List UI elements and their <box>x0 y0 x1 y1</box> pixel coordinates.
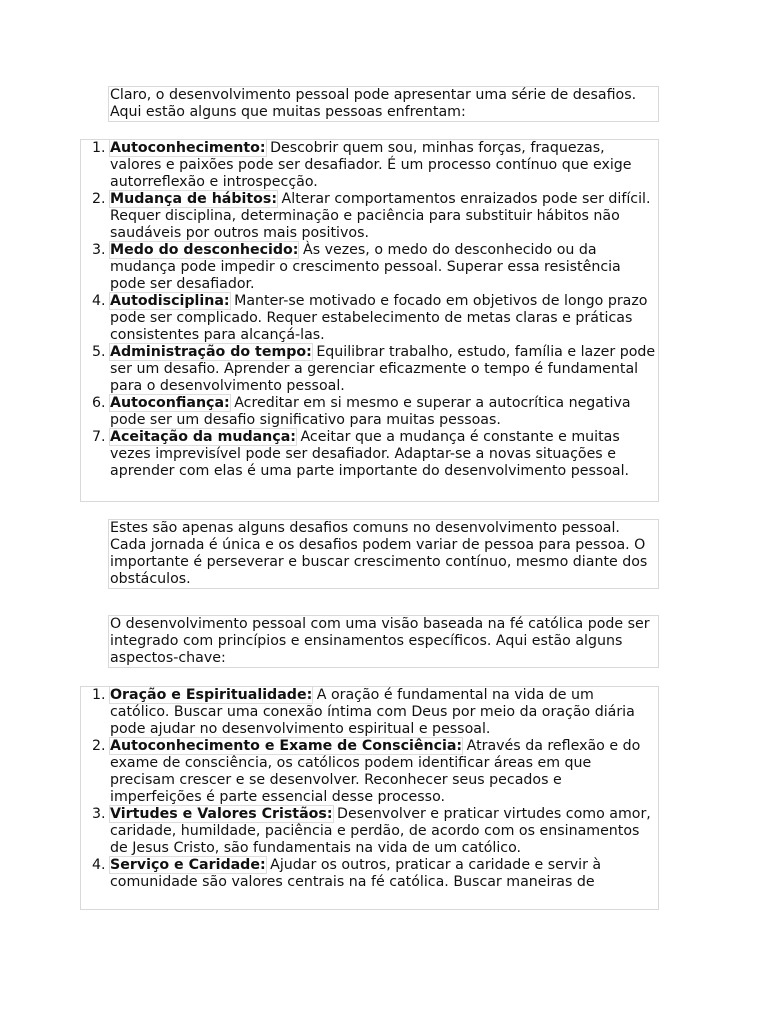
list-item-term: Virtudes e Valores Cristãos: <box>110 806 333 822</box>
list-item-term: Serviço e Caridade: <box>110 857 266 873</box>
list-item-term: Autodisciplina: <box>110 293 230 309</box>
challenges-list <box>81 140 658 480</box>
list-item-text: Às vezes, o medo do desconhecido ou da mudança pode impedir o crescimento pessoal. Superar essa resistência pode ser desafiador. <box>110 242 621 292</box>
closing-paragraph <box>108 519 659 589</box>
list-item-term: Medo do desconhecido: <box>110 242 299 258</box>
list-item-term: Autoconhecimento: <box>110 140 266 156</box>
list-item-text: Equilibrar trabalho, estudo, família e lazer pode ser um desafio. Aprender a gerenciar eficazmente o tempo é fundamental para o desenvolvimento pessoal. <box>110 344 656 394</box>
list-item-text: Manter-se motivado e focado em objetivos de longo prazo pode ser complicado. Requer estabelecimento de metas claras e práticas consistentes para alcançá-las. <box>110 293 648 343</box>
list-item <box>110 242 656 293</box>
list-item-term: Aceitação da mudança: <box>110 429 296 445</box>
faith-aspects-list-box <box>80 686 659 910</box>
list-item-text: Desenvolver e praticar virtudes como amor, caridade, humildade, paciência e perdão, de acordo com os ensinamentos de Jesus Cristo, são fundamentais na vida de um católico. <box>110 806 651 856</box>
list-item-text: Através da reflexão e do exame de consciência, os católicos podem identificar áreas em que precisam crescer e se desenvolver. Reconhecer seus pecados e imperfeições é parte essencial desse processo. <box>110 738 641 805</box>
faith-intro-text: O desenvolvimento pessoal com uma visão baseada na fé católica pode ser integrado com princípios e ensinamentos específicos. Aqui estão alguns aspectos-chave: <box>110 616 650 666</box>
faith-intro-paragraph <box>108 615 659 668</box>
list-item <box>110 857 656 891</box>
list-item <box>110 395 656 429</box>
list-item-term: Autoconhecimento e Exame de Consciência: <box>110 738 463 754</box>
list-item <box>110 344 656 395</box>
list-item-text: Alterar comportamentos enraizados pode ser difícil. Requer disciplina, determinação e paciência para substituir hábitos não saudáveis por outros mais positivos. <box>110 191 651 241</box>
list-item-term: Administração do tempo: <box>110 344 312 360</box>
list-item <box>110 687 656 738</box>
list-item-text: Ajudar os outros, praticar a caridade e servir à comunidade são valores centrais na fé católica. Buscar maneiras de <box>110 857 602 890</box>
list-item-term: Oração e Espiritualidade: <box>110 687 313 703</box>
list-item-text: Descobrir quem sou, minhas forças, fraquezas, valores e paixões pode ser desafiador. É um processo contínuo que exige autorreflexão e introspecção. <box>110 140 632 190</box>
intro-text: Claro, o desenvolvimento pessoal pode apresentar uma série de desafios. Aqui estão alguns que muitas pessoas enfrentam: <box>110 87 637 120</box>
list-item <box>110 191 656 242</box>
list-item-text: Aceitar que a mudança é constante e muitas vezes imprevisível pode ser desafiador. Adaptar-se a novas situações e aprender com elas é uma parte importante do desenvolvimento pessoal. <box>110 429 630 479</box>
list-item <box>110 140 656 191</box>
list-item-text: Acreditar em si mesmo e superar a autocrítica negativa pode ser um desafio significativo para muitas pessoas. <box>110 395 631 428</box>
list-item <box>110 738 656 806</box>
list-item <box>110 293 656 344</box>
faith-aspects-list <box>81 687 658 891</box>
list-item-text: A oração é fundamental na vida de um católico. Buscar uma conexão íntima com Deus por meio da oração diária pode ajudar no desenvolvimento espiritual e pessoal. <box>110 687 635 737</box>
closing-text: Estes são apenas alguns desafios comuns no desenvolvimento pessoal. Cada jornada é única e os desafios podem variar de pessoa para pessoa. O importante é perseverar e buscar crescimento contínuo, mesmo diante dos obstáculos. <box>110 520 648 587</box>
challenges-list-box <box>80 139 659 502</box>
intro-paragraph <box>108 86 659 122</box>
list-item-term: Mudança de hábitos: <box>110 191 278 207</box>
list-item-term: Autoconfiança: <box>110 395 230 411</box>
list-item <box>110 806 656 857</box>
list-item <box>110 429 656 480</box>
